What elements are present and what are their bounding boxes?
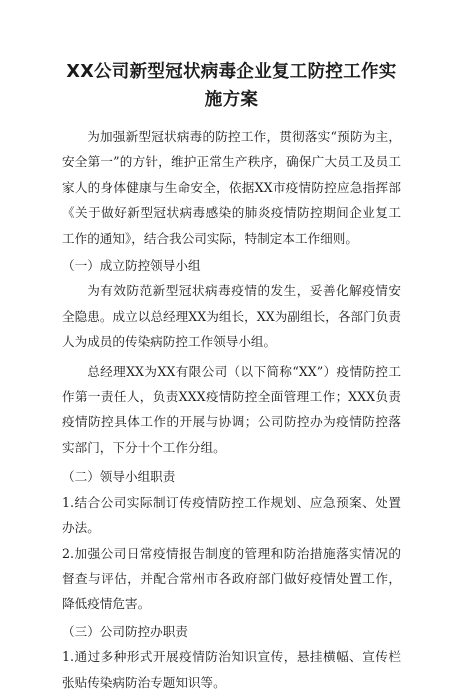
- section-heading-1: （一）成立防控领导小组: [62, 258, 201, 274]
- intro-paragraph: 为加强新型冠状病毒的防控工作，贯彻落实“预防为主，安全第一”的方针，维护正常生产秩序，确保广大员工及员工家人的身体健康与生命安全，依据XX市疫情防控应急指挥部《关于做好新型冠状病毒感染的肺炎疫情防控期间企业复工工作的通知》，结合我公司实际，特制定本工作细则。: [62, 129, 401, 246]
- document-title: XX公司新型冠状病毒企业复工防控工作实施方案: [66, 62, 397, 110]
- section1-paragraph-2: 总经理XX为XX有限公司（以下简称“XX”）疫情防控工作第一责任人，负责XXX疫情防控全面管理工作；XXX负责疫情防控具体工作的开展与协调；公司防控办为疫情防控落实部门，下分十个工作分组。: [62, 363, 401, 455]
- section-heading-2: （二）领导小组职责: [62, 469, 176, 485]
- section-heading-3: （三）公司防控办职责: [62, 623, 188, 639]
- section2-item-2: 2.加强公司日常疫情报告制度的管理和防治措施落实情况的督查与评估，并配合常州市各政府部门做好疫情处置工作，降低疫情危害。: [62, 545, 401, 612]
- section2-item-1: 1.结合公司实际制订传疫情防控工作规划、应急预案、处置办法。: [62, 494, 401, 536]
- section3-item-1: 1.通过多种形式开展疫情防治知识宣传，悬挂横幅、宣传栏张贴传染病防治专题知识等。: [62, 649, 401, 690]
- section1-paragraph-1: 为有效防范新型冠状病毒疫情的发生，妥善化解疫情安全隐患。成立以总经理XX为组长，XX为副组长，各部门负责人为成员的传染病防控工作领导小组。: [62, 283, 401, 350]
